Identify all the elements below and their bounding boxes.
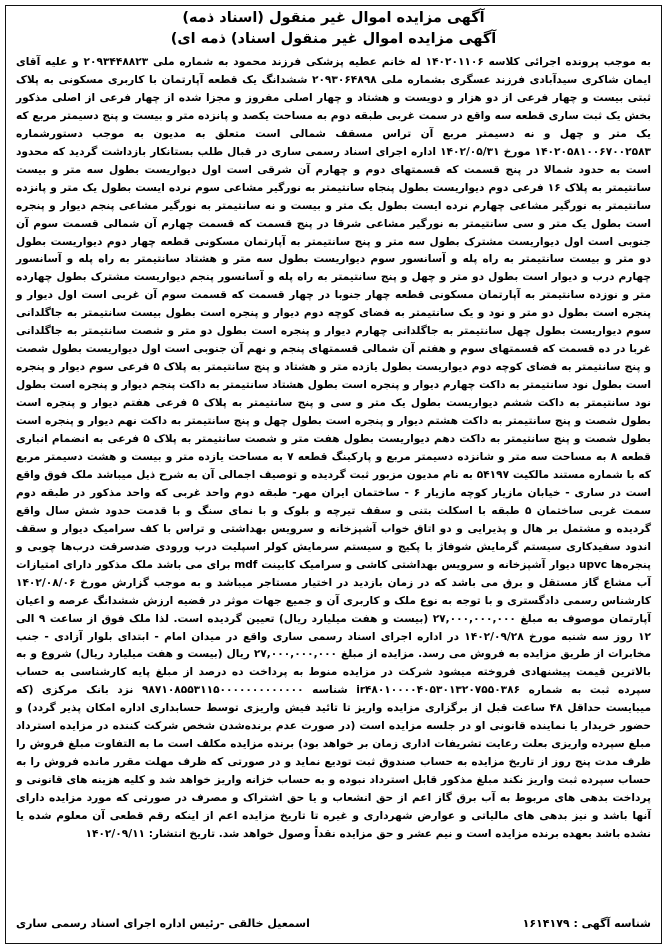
- notice-subtitle: آگهی مزایده اموال غیر منقول اسناد) ذمه ای): [170, 31, 497, 47]
- notice-body: به موجب پرونده اجرائی کلاسه ۱۴۰۲۰۱۱۰۶ له خانم عطیه پزشکی فرزند محمود به شماره ملی ۲۰۹۳۴۴۸۸۲۳ و علیه آقای ایمان شاکری سیدآبادی فرزند عسگری بشماره ملی ۲۰۹۳۰۶۴۸۹۸ ششدانگ یک قطعه آپارتمان با کاربری مسکونی به پلاک ثبتی بیست و چهار فرعی از دو هزار و دویست و هشتاد و چهار اصلی مفروز و مجزا شده از چهار فرعی از اصلی مذکور بخش یک ثبت ساری قطعه سه واقع در سمت غربی طبقه دوم به مساحت یکصد و پانزده متر و بیست و پنج دسیمتر مربع که یک متر و چهل و نه دسیمتر مربع آن تراس مسقف شمالی است متعلق به مدیون به موجب دستورشماره ۱۴۰۲۰۵۸۱۰۰۶۷۰۰۲۵۸۳ مورخ ۱۴۰۲/۰۵/۳۱ اداره اجرای اسناد رسمی ساری در قبال طلب بستانکار بازداشت گردید که محدود است به حدود شمالا در پنج قسمت که قسمتهای دوم و چهارم آن شرقی است اول دیواریست بطول سه متر و بیست سانتیمتر به پلاک ۱۶ فرعی دوم دیواریست بطول پنجاه سانتیمتر به نورگیر مشاعی سوم نرده ایست بطول یک متر و پانزده سانتیمتر به نورگیر مشاعی چهارم نرده ایست بطول یک متر و بیست و نه سانتیمتر به نورگیر مشاعی پنجم دیوار و پنجره است بطول یک متر و سی سانتیمتر به نورگیر مشاعی شرقا در پنج قسمت که قسمت چهارم آن شمالی قسمت سوم آن جنوبی است اول دیواریست مشترک بطول سه متر و پنج سانتیمتر به آپارتمان مسکونی قطعه چهار دوم دیواریست بطول دو متر و بیست سانتیمتر به راه پله و آسانسور سوم دیواریست بطول سه متر و هشتاد سانتیمتر به راه پله و آسانسور چهارم درب و دیوار است بطول دو متر و چهل و پنج سانتیمتر به راه پله و آسانسور پنجم دیواریست مشترک بطول چهارده متر و نوزده سانتیمتر به آپارتمان مسکونی قطعه چهار جنوبا در چهار قسمت که قسمت سوم آن غربی است اول دیوار و پنجره است بطول دو متر و نود و یک سانتیمتر به فضای کوچه دوم دیوار و پنجره است بطول بیست سانتیمتر به جاگلدانی سوم دیواریست بطول چهل سانتیمتر به جاگلدانی چهارم دیوار و پنجره است بطول دو متر و شصت سانتیمتر به جاگلدانی غربا در ده قسمت که قسمتهای سوم و هفتم آن شمالی قسمتهای پنجم و نهم آن جنوبی است اول دیواریست بطول شصت و پنج سانتیمتر به فضای کوچه دوم دیواریست بطول یازده متر و هشتاد و پنج سانتیمتر به پلاک ۵ فرعی سوم دیوار و پنجره است بطول نود سانتیمتر به داکت چهارم دیوار و پنجره است بطول هشتاد سانتیمتر به داکت پنجم دیوار و پنجره است بطول نود سانتیمتر به داکت ششم دیواریست بطول یک متر و سی و پنج سانتیمتر به پلاک ۵ فرعی هفتم دیوار و پنجره است بطول شصت و پنج سانتیمتر به داکت هشتم دیوار و پنجره است بطول چهل و پنج سانتیمتر به داکت نهم دیوار و پنجره است بطول شصت و پنج سانتیمتر به داکت دهم دیواریست بطول هفت متر و شصت سانتیمتر به پلاک ۵ فرعی به انضمام انباری قطعه ۸ به مساحت سه متر و شانزده دسیمتر مربع و پارکینگ قطعه ۷ به مساحت یازده متر و بیست و هشت دسیمتر مربع که با شماره مستند مالکیت ۵۴۱۹۷ به نام مدیون مزبور ثبت گردیده و توصیف اجمالی آن به شرح ذیل میباشد ملک فوق واقع است در ساری - خیابان مازیار کوچه مازیار ۶ - ساختمان ایران مهر- طبقه دوم واحد غربی که واحد مذکور در طبقه دوم سمت غربی ساختمان ۵ طبقه با اسکلت بتنی و سقف تیرچه و بلوک و با نمای سنگ و با قدمت حدود شش سال واقع گردیده و مشتمل بر هال و پذیرایی و دو اتاق خواب آشپزخانه و سرویس بهداشتی و تراس با کف سرامیک دیوار و سقف اندود سفیدکاری سیستم گرمایش شوفاژ با پکیج و سیستم سرمایش کولر اسپلیت درب ورودی ضدسرقت درب‌ها چوبی و پنجره‌ها upvc دیوار آشپزخانه و سرویس بهداشتی کاشی و سرامیک کابینت mdf برای می باشد ملک مذکور دارای امتیازات آب مشاع گاز مستقل و برق می باشد که در زمان بازدید در اختیار مستاجر میباشد و به موجب گزارش مورخ ۱۴۰۲/۰۸/۰۶ کارشناس رسمی دادگستری و با توجه به نوع ملک و کاربری آن و جمیع جهات موثر در قضیه ارزش ششدانگ عرصه و اعیان آپارتمان موصوف به مبلغ ۲۷,۰۰۰,۰۰۰,۰۰۰ (بیست و هفت میلیارد ریال) تعیین گردیده است. لذا ملک فوق از ساعت ۹ الی ۱۲ روز سه شنبه مورخ ۱۴۰۲/۰۹/۲۸ در اداره اجرای اسناد رسمی ساری واقع در میدان امام - ابتدای بلوار آزادی - جنب مخابرات از طریق مزایده به فروش می رسد. مزایده از مبلغ ۲۷,۰۰۰,۰۰۰,۰۰۰ ریال (بیست و هفت میلیارد ریال) شروع و به بالاترین قیمت پیشنهادی فروخته میشود شرکت در مزایده منوط به پرداخت ده درصد از مبلغ پایه کارشناسی به حساب سپرده ثبت به شماره ir۴۸۰۱۰۰۰۰۴۰۵۳۰۱۳۲۰۷۵۵۰۳۸۶ شناسه ۹۸۷۱۰۸۵۵۳۱۱۵۰۰۰۰۰۰۰۰۰۰۰۰۰ نزد بانک مرکزی (که میبایست حداقل ۴۸ ساعت قبل از برگزاری مزایده واریز تا تائید فیش واریزی توسط حسابداری اداره امکان پذیر گردد) و حضور خریدار یا نماینده قانونی او در جلسه مزایده است (در صورت عدم برنده‌شدن شخص شرکت کننده در مزایده استرداد مبلغ سپرده واریزی بعلت رعایت تشریفات اداری زمان بر خواهد بود) برنده مزایده مکلف است ما به التفاوت مبلغ فروش را ظرف مدت پنج روز از تاریخ مزایده به حساب صندوق ثبت تودیع نماید و در صورتی که ظرف مهلت مقرر مانده فروش را به حساب سپرده ثبت واریز نکند مبلغ مذکور قابل استرداد نبوده و به حساب خزانه واریز خواهد شد و کلیه هزینه های قانونی و پرداخت بدهی های مربوط به آب برق گاز اعم از حق انشعاب و یا حق اشتراک و مصرف در صورتی که مورد مزایده دارای آنها باشد و نیز بدهی های مالیاتی و عوارض شهرداری و غیره تا تاریخ مزایده اعم از اینکه رقم قطعی آن معلوم شده یا نشده باشد بعهده برنده مزایده است و نیم عشر و حق مزایده نقداً وصول خواهد شد. تاریخ انتشار: ۱۴۰۲/۰۹/۱۱: [16, 56, 652, 840]
- notice-title: آگهی مزایده اموال غیر منقول (اسناد ذمه): [182, 10, 485, 26]
- notice-header: [6, 6, 661, 50]
- notice-id: شناسه آگهی : ۱۶۱۴۱۷۹: [522, 917, 651, 930]
- notice-frame: [5, 5, 662, 944]
- notice-footer: [16, 917, 651, 937]
- signature: اسمعیل خالقی -رئیس اداره اجرای اسناد رسمی ساری: [16, 917, 310, 930]
